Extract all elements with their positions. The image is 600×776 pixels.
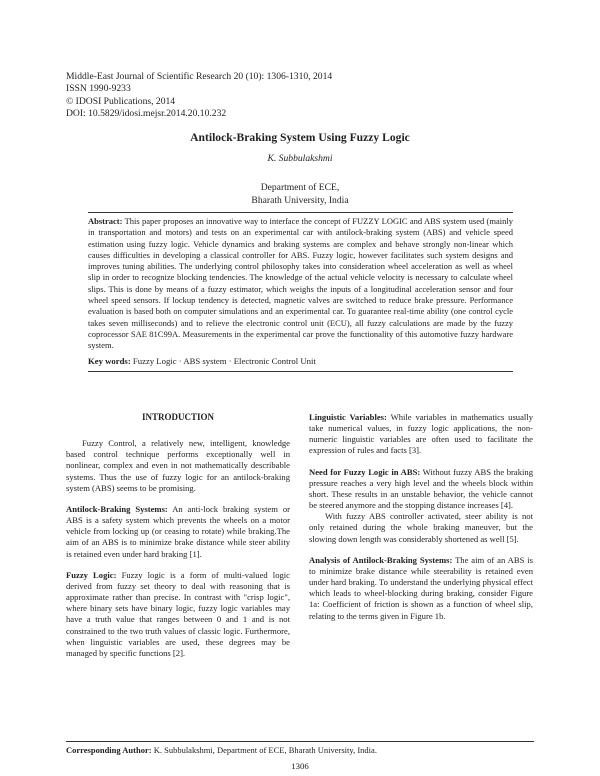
doi: DOI: 10.5829/idosi.mejsr.2014.20.10.232	[66, 107, 227, 119]
need-text: Without fuzzy ABS the braking pressure reaches a very high level and the wheels block within short. These results in an unstable behavior, the vehicle cannot be steered anymore and the stopping distance increases [4].	[309, 466, 533, 511]
footer-rule	[66, 741, 534, 742]
affiliation-dept: Department of ECE,	[260, 182, 340, 193]
right-column	[309, 412, 533, 622]
journal-header	[66, 71, 332, 120]
linguistic-paragraph	[309, 412, 533, 457]
need-paragraph	[309, 467, 533, 512]
abs-paragraph	[66, 504, 290, 560]
copyright: © IDOSI Publications, 2014	[66, 95, 176, 107]
affiliation-university: Bharath University, India	[251, 194, 349, 206]
keywords	[88, 356, 316, 366]
corresponding-author-label: Corresponding Author:	[66, 745, 152, 755]
paper-title: Antilock-Braking System Using Fuzzy Logic	[190, 131, 410, 144]
section-heading-introduction: INTRODUCTION	[141, 412, 214, 422]
left-column	[66, 412, 290, 659]
journal-citation: Middle-East Journal of Scientific Research 20 (10): 1306-1310, 2014	[66, 71, 333, 82]
author-name: K. Subbulakshmi	[267, 153, 333, 164]
keywords-text: Fuzzy Logic · ABS system · Electronic Control Unit	[132, 356, 316, 366]
abstract-top-rule	[88, 212, 513, 213]
keywords-label: Key words:	[88, 356, 131, 366]
abstract-text: This paper proposes an innovative way to interface the concept of FUZZY LOGIC and ABS system used (mainly in transportation and motors) and tests on an experimental car with antilock-braking system (ABS) and vehicle speed estimation using fuzzy logic. Vehicle dynamics and braking systems are complex and behave strongly non-linear which causes difficulties in developing a classical controller for ABS. Fuzzy logic, however facilitates such system designs and improves tuning abilities. The underlying control philosophy takes into consideration wheel acceleration as well as wheel slip in order to recognize blocking tendencies. The knowledge of the actual vehicle velocity is necessary to calculate wheel slips. This is done by means of a fuzzy estimator, which weighs the inputs of a longitudinal acceleration sensor and four wheel speed sensors. If lockup tendency is detected, magnetic valves are switched to reduce brake pressure. Performance evaluation is based both on computer simulations and an experimental car. To guarantee real-time ability (one control cycle takes seven milliseconds) and to relieve the electronic control unit (ECU), all fuzzy calculations are made by the fuzzy coprocessor SAE 81C99A. Measurements in the experimental car prove the functionality of this automotive fuzzy hardware system.	[88, 216, 513, 351]
need-paragraph-2: With fuzzy ABS controller activated, steer ability is not only retained during the whole braking maneuver, but the slowing down length was considerably shortened as well [5].	[309, 511, 533, 544]
issn: ISSN 1990-9233	[66, 83, 131, 95]
analysis-label: Analysis of Antilock-Braking Systems:	[309, 554, 453, 565]
need-label: Need for Fuzzy Logic in ABS:	[309, 466, 421, 477]
abstract-label: Abstract:	[88, 216, 123, 226]
fuzzy-label: Fuzzy Logic:	[66, 569, 117, 580]
fuzzy-paragraph	[66, 570, 290, 659]
intro-paragraph: Fuzzy Control, a relatively new, intelligent, knowledge based control technique performs exceptionally well in nonlinear, complex and even in not mathematically describable systems. Thus the use of fuzzy logic for an antilock-braking system (ABS) seems to be promising.	[66, 438, 290, 493]
abs-text: An anti-lock braking system or ABS is a safety system which prevents the wheels on a motor vehicle from locking up (or ceasing to rotate) while braking.The aim of an ABS is to minimize brake distance while steer ability is retained even under hard braking [1].	[66, 503, 290, 559]
fuzzy-text: Fuzzy logic is a form of multi-valued logic derived from fuzzy set theory to deal with reasoning that is approximate rather than precise. In contrast with "crisp logic", where binary sets have binary logic, fuzzy logic variables may have a truth value that ranges between 0 and 1 and is not constrained to the two truth values of classic logic. Furthermore, when linguistic variables are used, these degrees may be managed by specific functions [2].	[66, 569, 290, 658]
page-number: 1306	[291, 761, 309, 771]
corresponding-author-text: K. Subbulakshmi, Department of ECE, Bharath University, India.	[153, 745, 377, 755]
corresponding-author	[66, 745, 377, 755]
analysis-text: The aim of an ABS is to minimize brake distance while steerability is retained even under hard braking. To understand the underlying physical effect which leads to wheel-blocking during braking, consider Figure 1a: Coefficient of friction is shown as a function of wheel slip, relating to the terms given in Figure 1b.	[309, 554, 533, 621]
abstract	[88, 216, 513, 352]
keywords-bottom-rule	[88, 371, 513, 372]
abs-label: Antilock-Braking Systems:	[66, 503, 168, 514]
affiliation	[0, 182, 600, 207]
linguistic-label: Linguistic Variables:	[309, 412, 387, 422]
linguistic-text: While variables in mathematics usually take numerical values, in fuzzy logic applications, the non-numeric linguistic variables are often used to facilitate the expression of rules and facts [3].	[309, 412, 533, 456]
analysis-paragraph	[309, 555, 533, 622]
